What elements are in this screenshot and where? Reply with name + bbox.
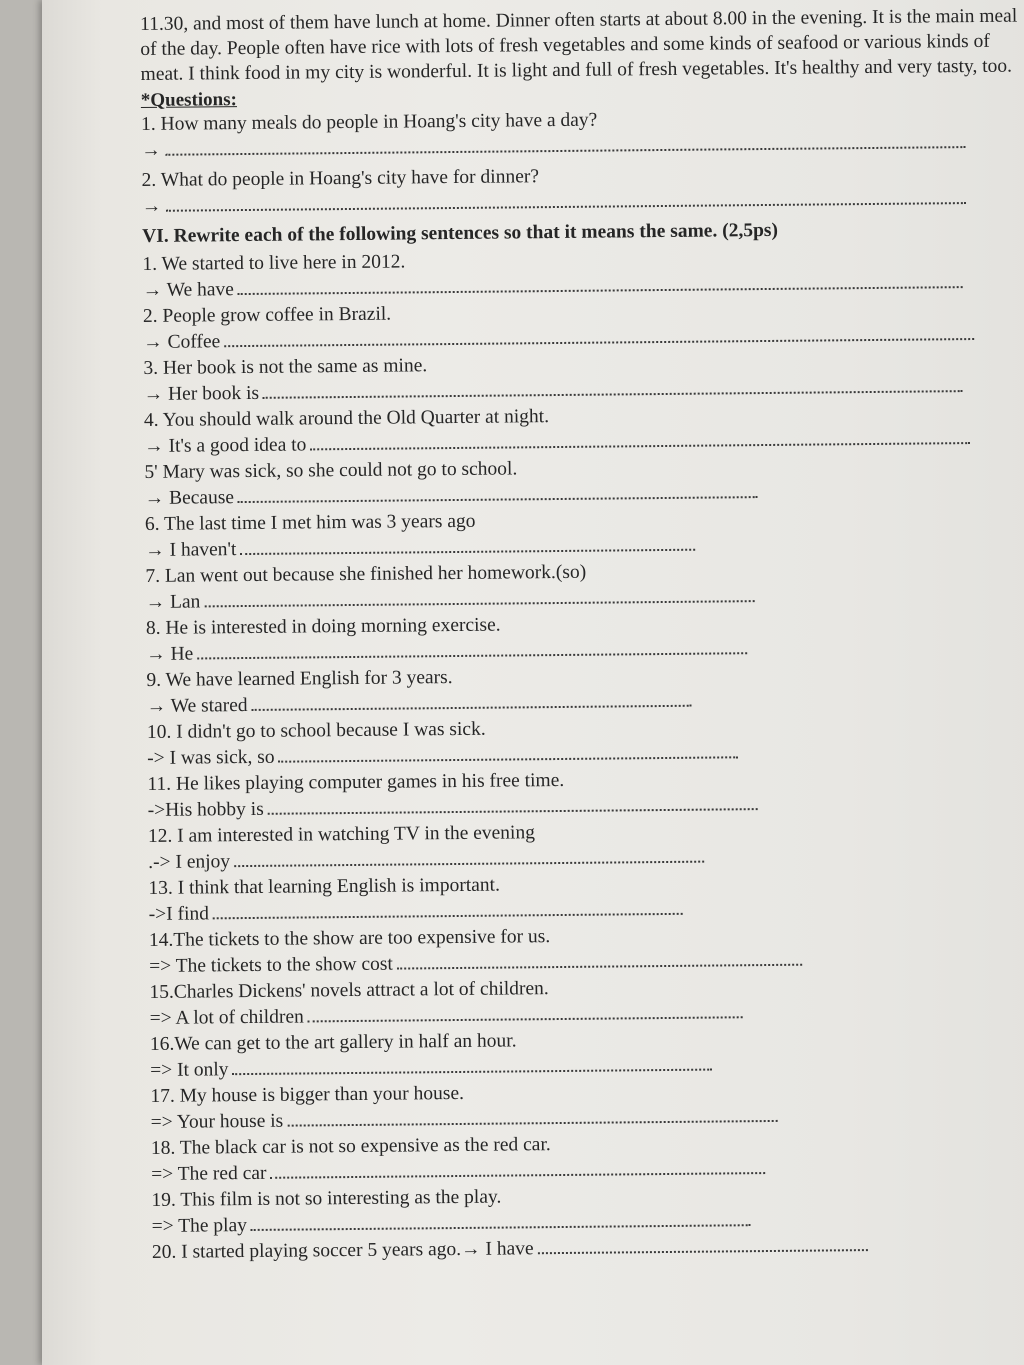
answer-prefix: → We have (142, 279, 234, 301)
answer-prefix: ->His hobby is (147, 798, 264, 821)
rewrite-sentence: 12. I am interested in watching TV in the evening (147, 822, 536, 847)
answer-prefix: => A lot of children (149, 1006, 304, 1029)
answer-dots (234, 845, 704, 868)
worksheet-content (140, 4, 1024, 1266)
rewrite-sentence: 15.Charles Dickens' novels attract a lot of children. (149, 978, 549, 1003)
reading-passage (140, 4, 1021, 87)
answer-prefix: → It's a good idea to (144, 434, 307, 457)
answer-prefix[interactable]: → I have (460, 1238, 534, 1260)
answer-dots (204, 584, 754, 607)
answer-dots (240, 533, 695, 555)
rewrite-sentence: 10. I didn't go to school because I was sick. (146, 718, 486, 743)
answer-prefix: → Coffee (143, 331, 221, 353)
answer-prefix: → (141, 195, 162, 217)
answer-prefix: → We stared (146, 694, 248, 717)
answer-dots (397, 948, 802, 970)
comprehension-question: 2. What do people in Hoang's city have for dinner? (141, 166, 540, 191)
answer-dots (268, 792, 758, 815)
worksheet-page (42, 0, 1024, 1365)
rewrite-sentence-text: 20. I started playing soccer 5 years ago. (151, 1238, 462, 1263)
comprehension-question: 1. How many meals do people in Hoang's city have a day? (140, 109, 598, 135)
rewrite-exercise-list (142, 244, 1024, 1266)
answer-prefix: → Her book is (143, 382, 260, 405)
answer-prefix: => It only (150, 1059, 229, 1081)
answer-dots (232, 1053, 712, 1076)
answer-prefix: → Lan (145, 591, 201, 613)
rewrite-sentence: 3. Her book is not the same as mine. (143, 355, 428, 379)
rewrite-sentence: 5' Mary was sick, so she could not go to school. (144, 458, 518, 483)
questions-heading: *Questions: (140, 89, 238, 111)
rewrite-sentence: 18. The black car is not so expensive as the red car. (150, 1134, 551, 1159)
rewrite-sentence: 7. Lan went out because she finished her homework.(so) (145, 561, 587, 587)
rewrite-sentence: 17. My house is bigger than your house. (150, 1082, 465, 1107)
rewrite-sentence: 6. The last time I met him was 3 years ago (144, 510, 476, 535)
rewrite-sentence: 8. He is interested in doing morning exercise. (145, 614, 501, 639)
answer-dots (270, 1156, 765, 1179)
answer-dots (308, 1000, 743, 1022)
answer-prefix: => The play (151, 1215, 248, 1237)
rewrite-sentence: 4. You should walk around the Old Quarter at night. (143, 406, 550, 431)
answer-dots (238, 480, 758, 503)
rewrite-sentence: 13. I think that learning English is important. (148, 874, 500, 899)
answer-prefix: .-> I enjoy (148, 851, 231, 873)
rewrite-sentence: 2. People grow coffee in Brazil. (142, 303, 392, 327)
answer-prefix: => The tickets to the show cost (149, 953, 393, 977)
rewrite-sentence: 14.The tickets to the show are too expensive for us. (148, 926, 551, 951)
rewrite-sentence: 19. This film is not so interesting as the play. (151, 1186, 502, 1211)
rewrite-sentence: 9. We have learned English for 3 years. (146, 667, 453, 691)
rewrite-sentence: 16.We can get to the art gallery in half an hour. (149, 1030, 517, 1055)
rewrite-sentence: 11. He likes playing computer games in his free time. (147, 769, 565, 795)
answer-prefix: → Because (144, 487, 235, 509)
answer-prefix: -> I was sick, so (147, 746, 275, 769)
rewrite-sentence: 1. We started to live here in 2012. (142, 251, 406, 275)
answer-prefix: => The red car (151, 1162, 267, 1185)
answer-prefix: => Your house is (150, 1110, 284, 1133)
answer-dots (252, 689, 692, 711)
answer-prefix: → He (146, 643, 194, 665)
answer-dots[interactable] (538, 1233, 868, 1254)
answer-prefix: → (141, 139, 161, 161)
answer-dots (213, 897, 683, 920)
answer-prefix: → I haven't (145, 539, 237, 561)
answer-dots (278, 740, 738, 762)
section-vi-heading: VI. Rewrite each of the following sentences so that it means the same. (2,5ps) (142, 219, 779, 247)
answer-prefix: ->I find (148, 903, 210, 925)
answer-dots (287, 1104, 777, 1127)
passage-text: 11.30, and most of them have lunch at home. Dinner often starts at about 8.00 in the evening. It is the main meal of the day. People often have rice with lots of fresh vegetables and some kinds of seafood or various kinds of meat. I think food in my city is wonderful. It is light and full of fresh vegetables. It's healthy and very tasty, too. (140, 5, 1018, 85)
answer-dots (251, 1208, 751, 1231)
answer-dots (197, 636, 747, 659)
